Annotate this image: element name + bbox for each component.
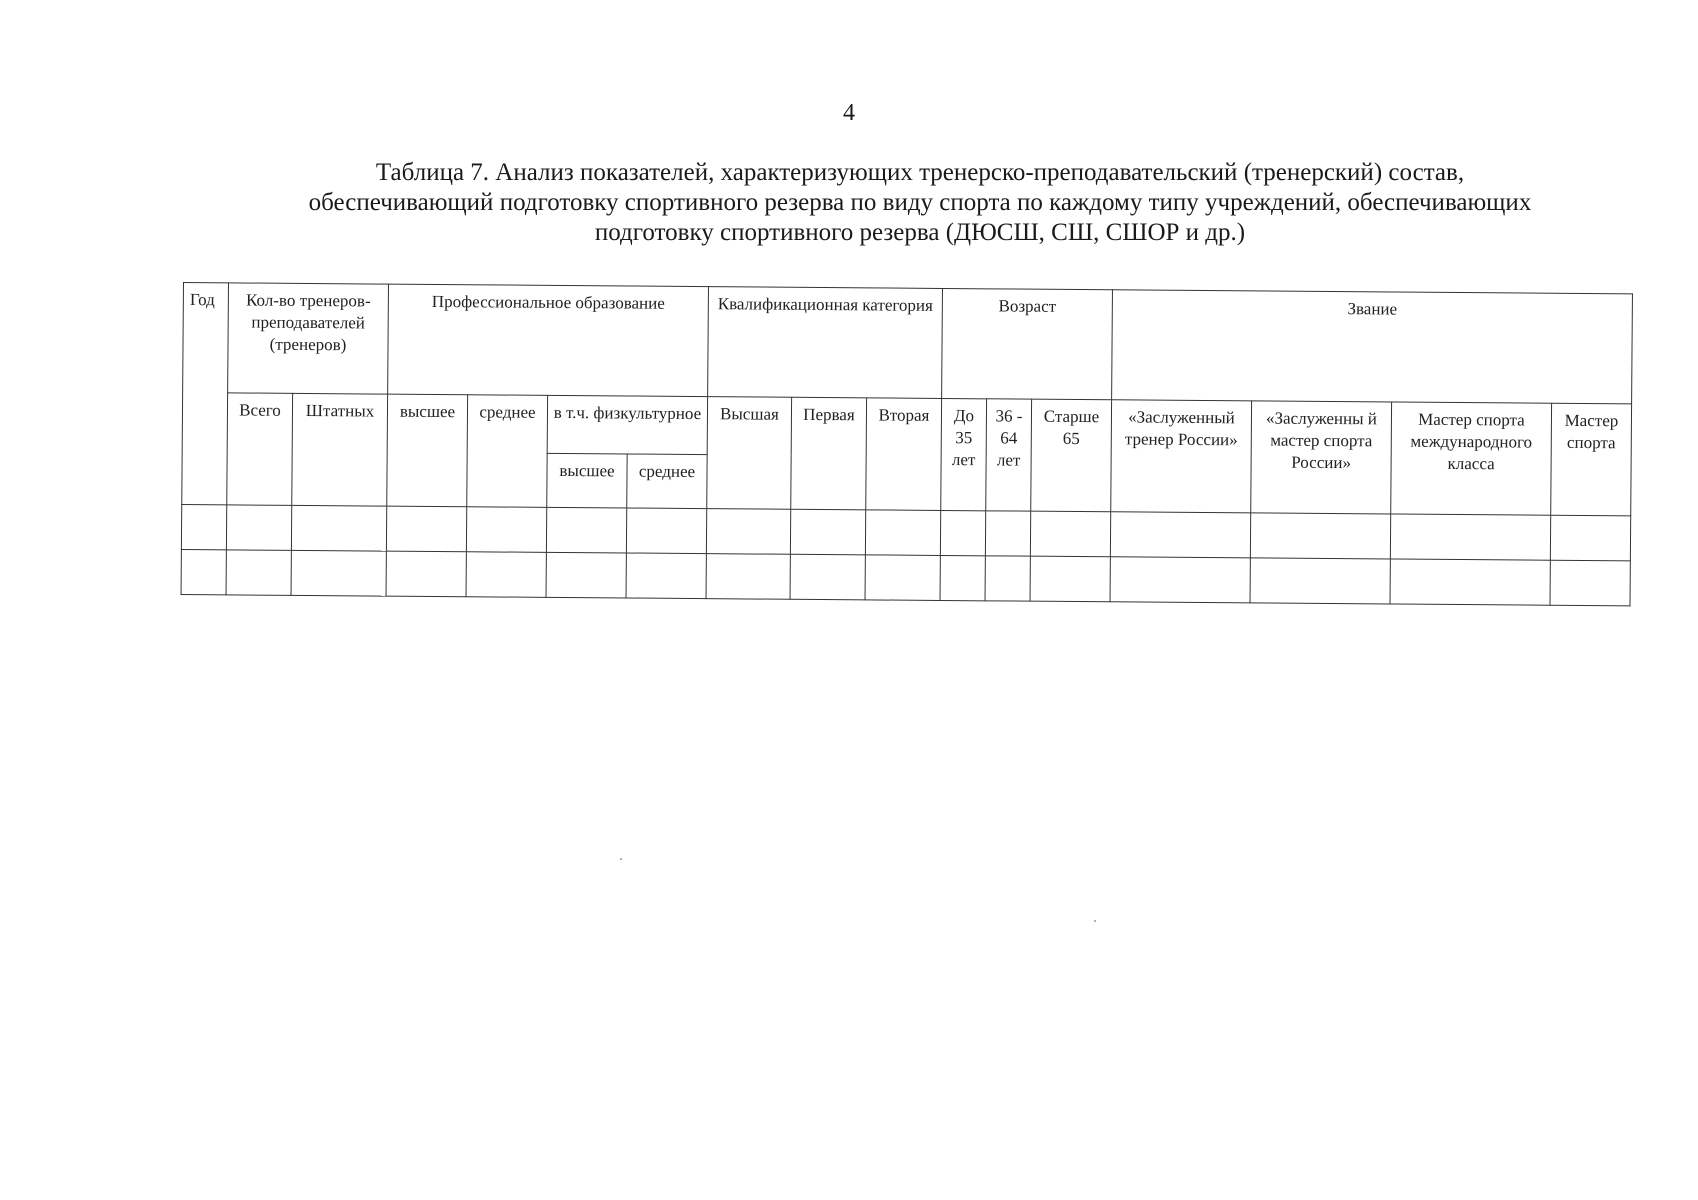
table-cell [706, 509, 790, 555]
col-age-over65: Старше 65 [1031, 399, 1112, 512]
page-number: 4 [843, 100, 855, 126]
table-cell [546, 552, 626, 598]
caption-line-3: подготовку спортивного резерва (ДЮСШ, СШ, СШОР и др.) [594, 219, 1246, 246]
header-row-1 [183, 283, 1633, 404]
table-cell [1110, 512, 1250, 558]
table-cell [1550, 515, 1630, 561]
table-cell [466, 507, 546, 553]
table-cell [1250, 558, 1390, 604]
col-age: Возраст [942, 288, 1113, 399]
table-cell [790, 554, 865, 600]
table-cell [181, 549, 226, 594]
table-cell [1030, 556, 1110, 602]
col-title: Звание [1112, 290, 1633, 404]
table-cell [865, 510, 940, 556]
table-cell [291, 505, 386, 551]
scan-speck [1094, 920, 1096, 922]
col-master: Мастер спорта [1551, 403, 1632, 516]
caption-line-1: Таблица 7. Анализ показателей, характеризующих тренерско-преподавательский (тренерский) состав, [375, 159, 1465, 186]
table-cell [466, 552, 546, 598]
col-prof-education: Профессиональное образование [388, 284, 709, 397]
table-container [181, 282, 1633, 606]
table-cell [626, 508, 706, 554]
table-cell [181, 504, 226, 549]
table-cell [386, 506, 466, 552]
table-cell [985, 556, 1030, 601]
table-cell [386, 551, 466, 597]
col-honored-coach: «Заслуженный тренер России» [1111, 400, 1252, 513]
table-cell [291, 550, 386, 596]
table-cell [1110, 557, 1250, 603]
table-cell [865, 555, 940, 601]
table-cell [706, 554, 790, 600]
table-cell [1390, 514, 1550, 560]
trainers-table [181, 282, 1633, 606]
table-cell [226, 505, 291, 551]
col-trainers-count: Кол-во тренеров-преподавателей (тренеров) [228, 283, 389, 394]
table-cell [1550, 560, 1630, 606]
table-cell [940, 510, 985, 555]
col-staff: Штатных [292, 393, 388, 506]
table-cell [546, 507, 626, 553]
table-cell [1250, 513, 1390, 559]
col-cat-first: Первая [791, 397, 867, 510]
col-honored-master: «Заслуженны й мастер спорта России» [1251, 401, 1392, 514]
col-age-36-64: 36 - 64 лет [986, 399, 1032, 511]
col-phys-secondary: среднее [627, 454, 707, 509]
caption-line-2: обеспечивающий подготовку спортивного резерва по виду спорта по каждому типу учреждений, обеспечивающих [308, 189, 1532, 216]
col-total: Всего [227, 393, 293, 506]
table-cell [226, 550, 291, 596]
col-age-under35: До 35 лет [941, 398, 987, 510]
col-cat-highest: Высшая [707, 397, 792, 510]
table-caption [190, 158, 1650, 248]
table-cell [985, 511, 1030, 556]
col-intl-master: Мастер спорта международного класса [1391, 402, 1552, 515]
table-cell [1390, 559, 1550, 605]
col-phys-higher: высшее [547, 453, 627, 508]
col-qualification: Квалификационная категория [708, 287, 943, 399]
table-cell [940, 555, 985, 600]
col-cat-second: Вторая [866, 398, 942, 511]
col-year: Год [182, 283, 229, 505]
table-cell [790, 509, 865, 555]
scan-speck [620, 858, 622, 860]
col-incl-phys: в т.ч. физкультурное [547, 395, 707, 454]
col-higher: высшее [387, 394, 468, 507]
header-row-2 [182, 393, 1631, 462]
col-secondary: среднее [467, 395, 548, 508]
table-cell [1030, 511, 1110, 557]
table-cell [626, 553, 706, 599]
